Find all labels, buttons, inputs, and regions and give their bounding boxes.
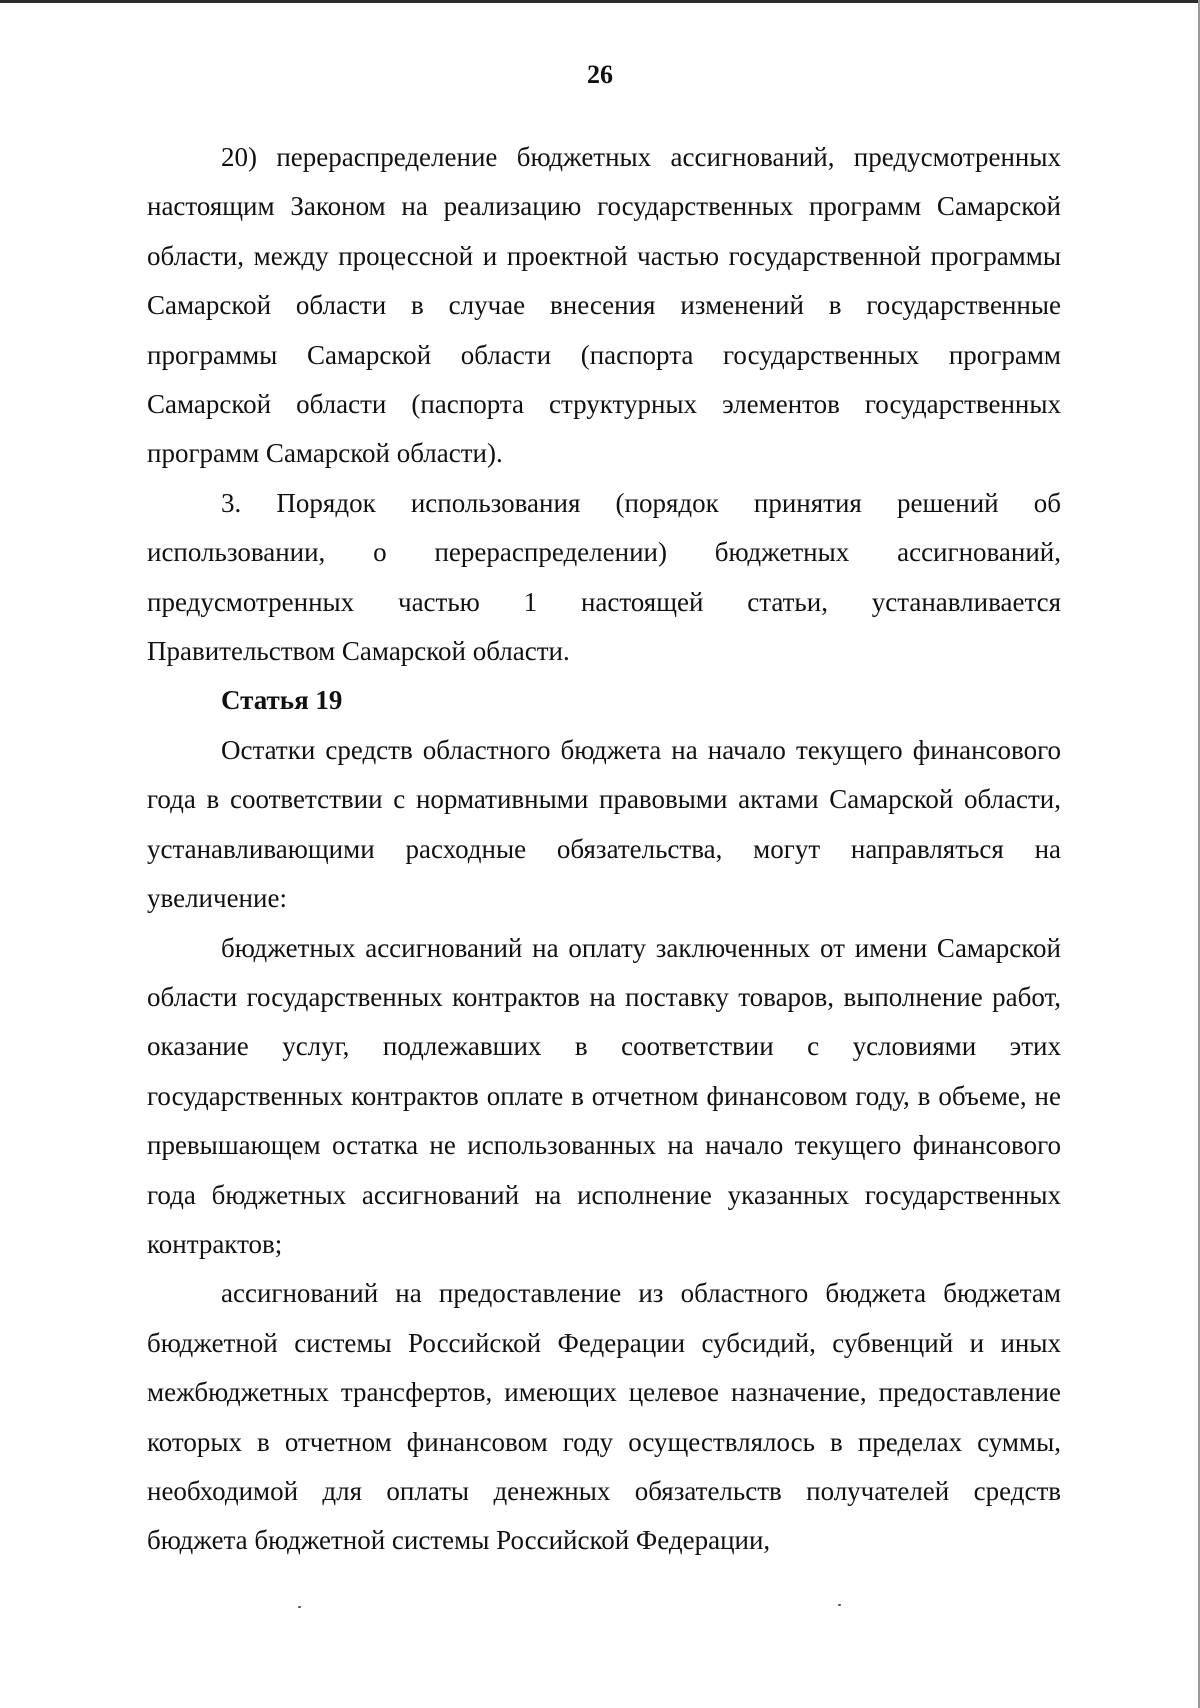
scan-speck: [298, 1606, 301, 1608]
paragraph-contracts: бюджетных ассигнований на оплату заключенных от имени Самарской области государственных контрактов на поставку товаров, выполнение работ, оказание услуг, подлежавших в соответствии с условиями этих государственных контрактов оплате в отчетном финансовом году, в объеме, не превышающем остатка не использованных на начало текущего финансового года бюджетных ассигнований на исполнение указанных государственных контрактов;: [147, 932, 1061, 1259]
scan-speck: [838, 1604, 841, 1606]
page-number: 26: [587, 60, 613, 89]
paragraph-article-19-intro: Остатки средств областного бюджета на начало текущего финансового года в соответствии с нормативными правовыми актами Самарской области, устанавливающими расходные обязательства, могут направляться на увеличение:: [147, 734, 1061, 914]
paragraph-item-20: 20) перераспределение бюджетных ассигнований, предусмотренных настоящим Законом на реализацию государственных программ Самарской области, между процессной и проектной частью государственной программы Самарской области в случае внесения изменений в государственные программы Самарской области (паспорта государственных программ Самарской области (паспорта структурных элементов государственных программ Самарской области).: [147, 142, 1061, 469]
article-19-heading: Статья 19: [221, 685, 343, 716]
scan-edge-top: [0, 0, 1200, 3]
document-body: [147, 133, 1061, 1566]
paragraph-part-3: 3. Порядок использования (порядок принятия решений об использовании, о перераспределении) бюджетных ассигнований, предусмотренных частью 1 настоящей статьи, устанавливается Правительством Самарской области.: [147, 487, 1061, 667]
paragraph-transfers: ассигнований на предоставление из областного бюджета бюджетам бюджетной системы Российской Федерации субсидий, субвенций и иных межбюджетных трансфертов, имеющих целевое назначение, предоставление которых в отчетном финансовом году осуществлялось в пределах суммы, необходимой для оплаты денежных обязательств получателей средств бюджета бюджетной системы Российской Федерации,: [147, 1278, 1061, 1556]
